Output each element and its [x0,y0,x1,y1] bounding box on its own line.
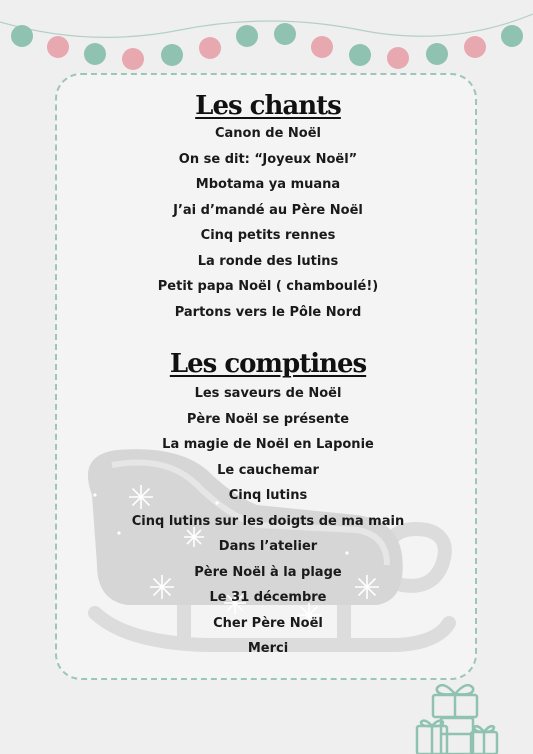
list-item: J’ai d’mandé au Père Noël [173,203,363,218]
list-item: Le cauchemar [217,463,319,478]
list-item: On se dit: “Joyeux Noël” [178,152,358,167]
list-item: Le 31 décembre [209,590,327,605]
list-item: Petit papa Noël ( chamboulé!) [157,279,379,294]
list-item: Père Noël se présente [186,412,350,427]
list-item: Cinq lutins sur les doigts de ma main [131,514,405,529]
list-item: Dans l’atelier [218,539,318,554]
section-title-comptines: Les comptines [169,349,367,379]
list-item: Canon de Noël [214,126,321,141]
list-item: Père Noël à la plage [194,565,342,580]
bunting-garland-icon [0,0,533,80]
section-title-chants: Les chants [195,91,341,121]
gift-boxes-icon [405,680,505,754]
list-item: Les saveurs de Noël [194,386,342,401]
list-item: La magie de Noël en Laponie [162,437,374,452]
list-item: Cher Père Noël [213,616,323,631]
list-item: Mbotama ya muana [195,177,341,192]
list-item: Partons vers le Pôle Nord [174,305,362,320]
list-item: Cinq lutins [228,488,308,503]
list-item: La ronde des lutins [197,254,339,269]
list-item: Merci [247,641,289,656]
list-item: Cinq petits rennes [200,228,336,243]
song-list-card [55,73,477,680]
